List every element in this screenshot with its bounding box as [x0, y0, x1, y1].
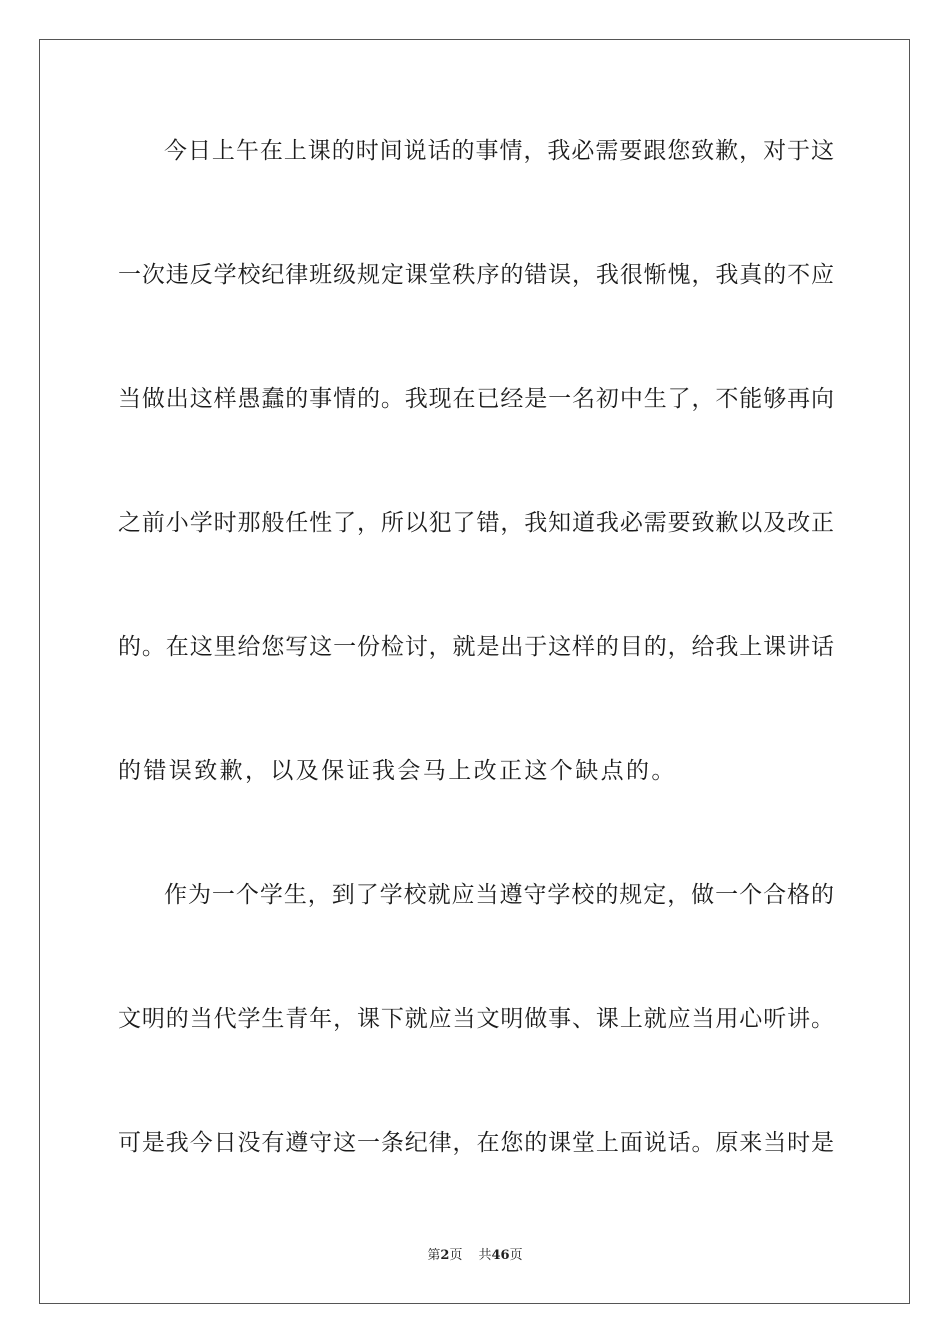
- total-suffix: 页: [509, 1248, 523, 1263]
- paragraph-1-line-2: 一次违反学校纪律班级规定课堂秩序的错误，我很惭愧，我真的不应: [118, 262, 834, 288]
- page-prefix: 第: [427, 1248, 441, 1263]
- paragraph-2-line-3: 可是我今日没有遵守这一条纪律，在您的课堂上面说话。原来当时是: [118, 1130, 834, 1156]
- paragraph-2-line-1: 作为一个学生，到了学校就应当遵守学校的规定，做一个合格的: [164, 882, 834, 908]
- total-pages: 46: [491, 1248, 510, 1263]
- paragraph-1-line-3: 当做出这样愚蠢的事情的。我现在已经是一名初中生了，不能够再向: [118, 386, 834, 412]
- paragraph-2-line-2: 文明的当代学生青年，课下就应当文明做事、课上就应当用心听讲。: [118, 1006, 834, 1032]
- page-suffix: 页: [449, 1248, 463, 1263]
- page-footer: [0, 1247, 950, 1265]
- paragraph-1-line-6: 的错误致歉，以及保证我会马上改正这个缺点的。: [118, 758, 677, 784]
- total-prefix: 共: [478, 1248, 492, 1263]
- page-number: 2: [440, 1248, 450, 1263]
- paragraph-1-line-1: 今日上午在上课的时间说话的事情，我必需要跟您致歉，对于这: [164, 138, 834, 164]
- page-border: [39, 39, 910, 1304]
- paragraph-1-line-4: 之前小学时那般任性了，所以犯了错，我知道我必需要致歉以及改正: [118, 510, 834, 536]
- paragraph-1-line-5: 的。在这里给您写这一份检讨，就是出于这样的目的，给我上课讲话: [118, 634, 834, 660]
